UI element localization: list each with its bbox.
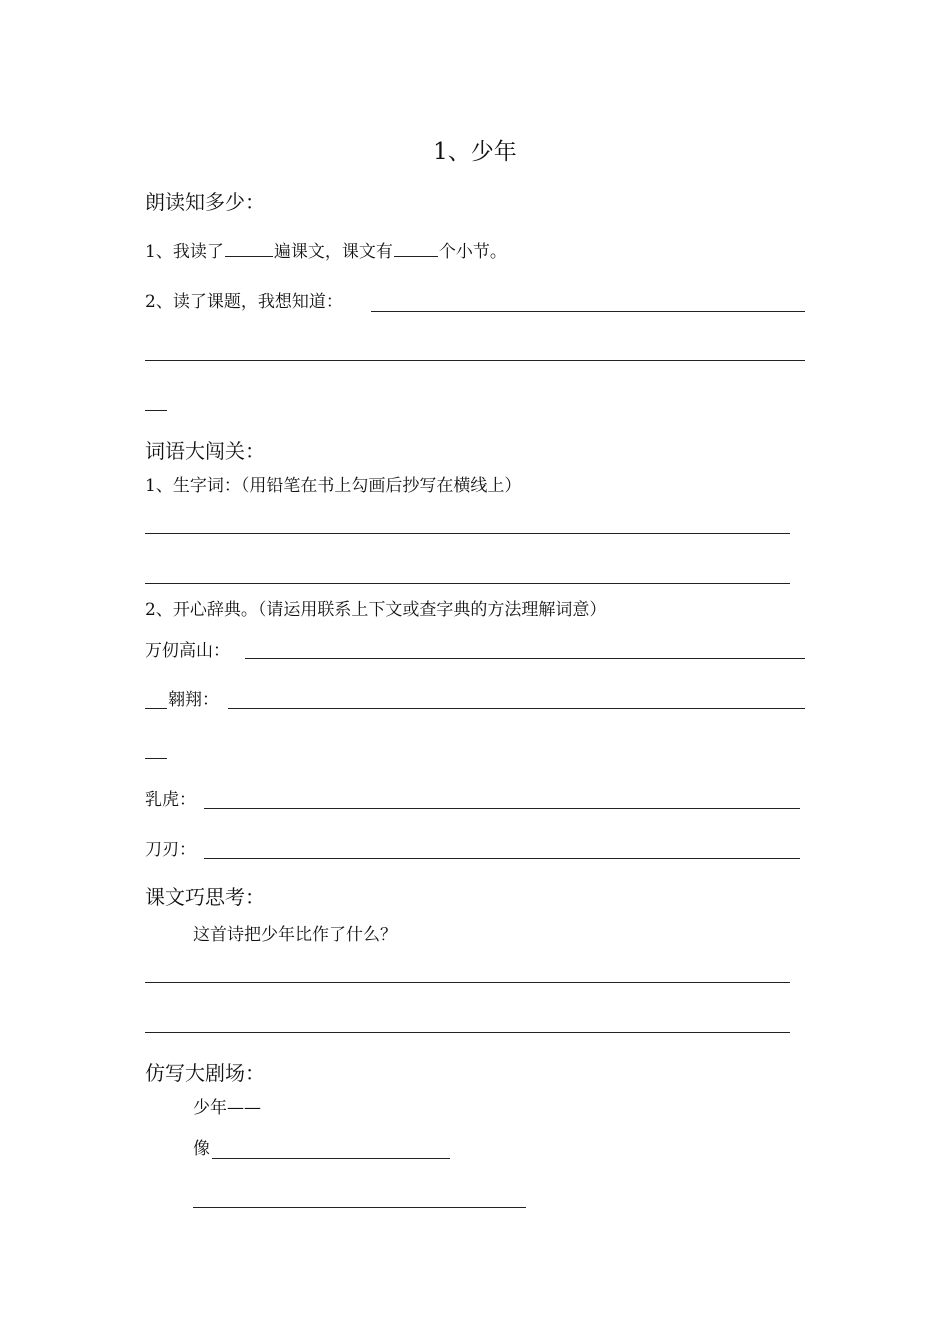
answer-line-new-words-1[interactable] <box>145 533 790 534</box>
answer-line-want-to-know-1[interactable] <box>371 311 805 312</box>
answer-line-imitation-2[interactable] <box>193 1207 526 1208</box>
answer-line-word-1[interactable] <box>245 658 805 659</box>
section-heading-vocabulary: 词语大闯关： <box>145 439 265 463</box>
question-read-count-part1: 1、我读了 <box>145 242 224 262</box>
answer-line-metaphor-1[interactable] <box>145 982 790 983</box>
question-want-to-know: 2、读了课题，我想知道： <box>145 292 343 312</box>
question-read-count-part3: 个小节。 <box>438 242 507 262</box>
section-heading-thinking: 课文巧思考： <box>145 885 265 909</box>
answer-line-word-2-prefix[interactable] <box>145 708 167 709</box>
word-label-1: 万仞高山： <box>145 641 230 661</box>
answer-line-word-2-cont[interactable] <box>145 758 167 759</box>
imitation-line-1: 少年—— <box>193 1098 261 1118</box>
stanza-count-blank[interactable] <box>394 255 438 257</box>
page-title: 1、少年 <box>433 139 517 165</box>
answer-line-new-words-2[interactable] <box>145 583 790 584</box>
question-dictionary: 2、开心辞典。（请运用联系上下文或查字典的方法理解词意） <box>145 600 607 620</box>
word-label-2: 翱翔： <box>168 690 219 710</box>
read-times-blank[interactable] <box>225 255 273 257</box>
question-metaphor: 这首诗把少年比作了什么？ <box>193 925 397 945</box>
answer-line-want-to-know-3[interactable] <box>145 410 167 411</box>
answer-line-want-to-know-2[interactable] <box>145 360 805 361</box>
imitation-line-2-label: 像 <box>193 1139 210 1159</box>
answer-line-metaphor-2[interactable] <box>145 1032 790 1033</box>
question-read-count-part2: 遍课文，课文有 <box>273 242 393 262</box>
answer-line-word-3[interactable] <box>204 808 800 809</box>
question-read-count <box>145 244 507 261</box>
answer-line-word-2[interactable] <box>228 708 805 709</box>
answer-line-imitation-1[interactable] <box>212 1158 450 1159</box>
word-label-4: 刀刃： <box>145 840 196 860</box>
section-heading-reading: 朗读知多少： <box>145 190 265 214</box>
section-heading-imitation: 仿写大剧场： <box>145 1061 265 1085</box>
answer-line-word-4[interactable] <box>204 858 800 859</box>
word-label-3: 乳虎： <box>145 790 196 810</box>
question-new-words: 1、生字词：（用铅笔在书上勾画后抄写在横线上） <box>145 476 522 496</box>
